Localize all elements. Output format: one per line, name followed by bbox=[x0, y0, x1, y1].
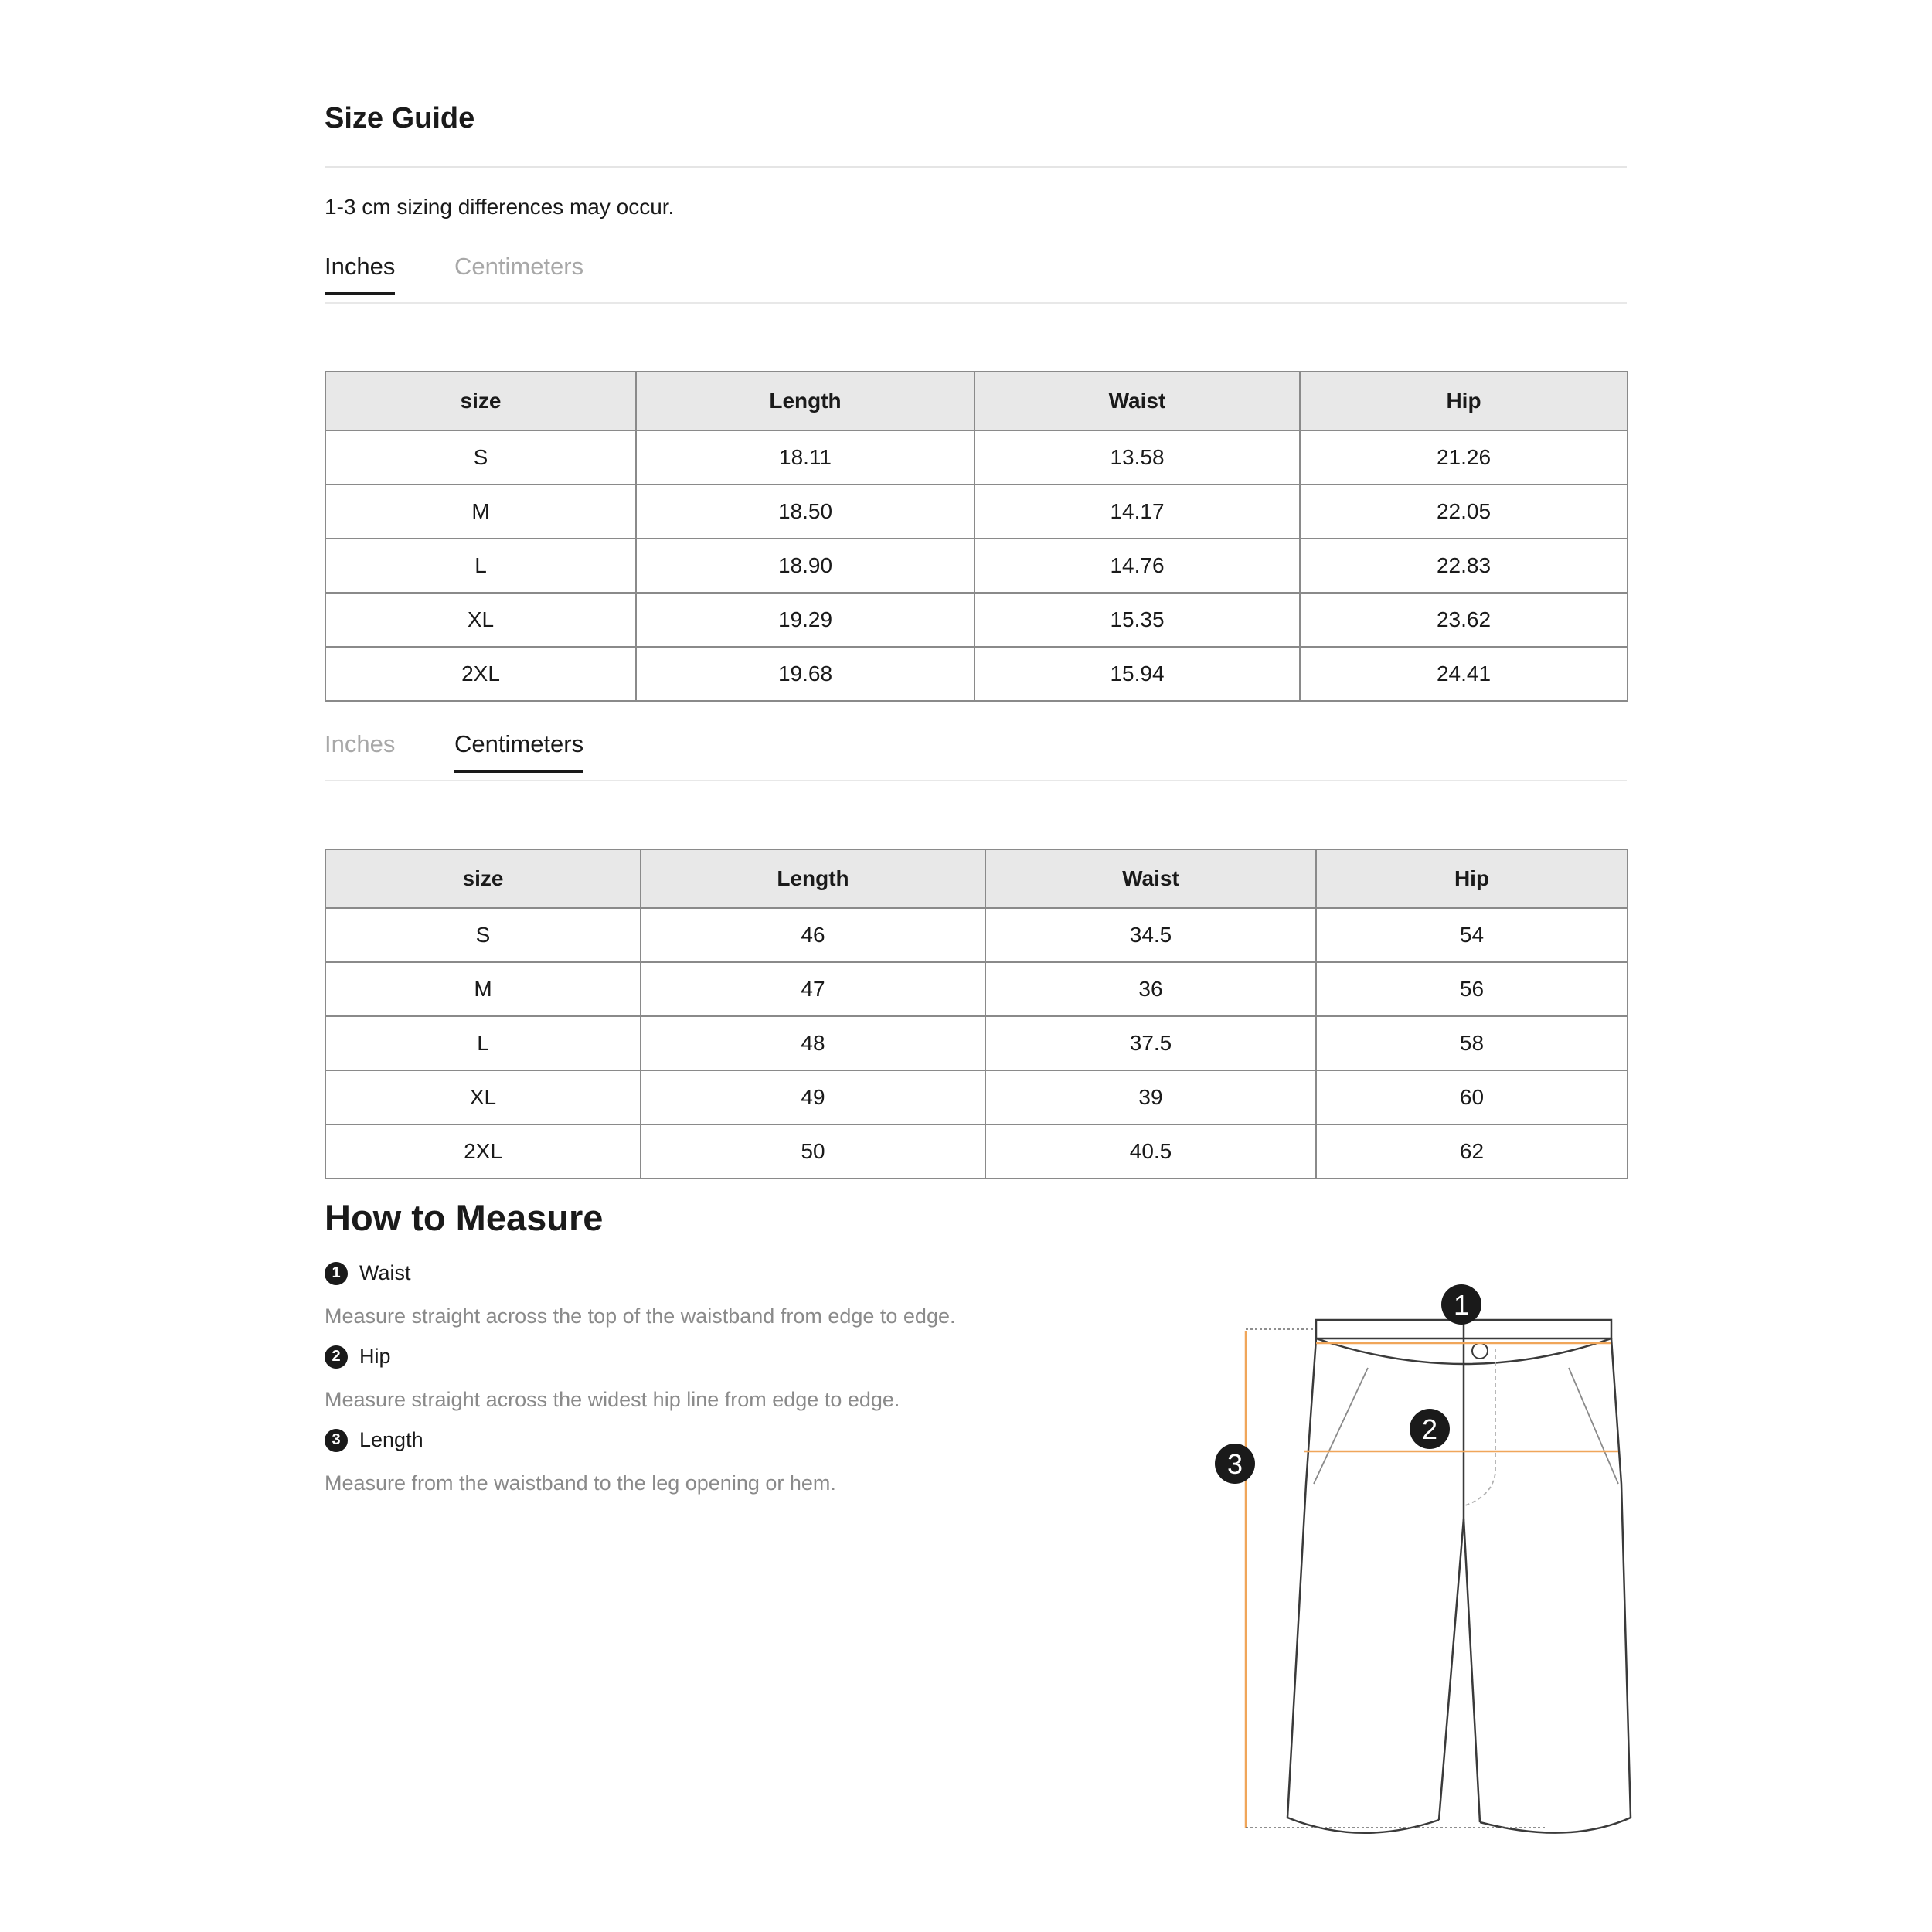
cell-size: 2XL bbox=[325, 647, 636, 701]
cell-hip: 56 bbox=[1316, 962, 1628, 1016]
cell-hip: 62 bbox=[1316, 1124, 1628, 1179]
cell-hip: 58 bbox=[1316, 1016, 1628, 1070]
table-row bbox=[325, 593, 1628, 647]
tab-baseline bbox=[325, 780, 1627, 781]
cell-size: 2XL bbox=[325, 1124, 641, 1179]
column-header-length: Length bbox=[641, 849, 985, 908]
cell-size: XL bbox=[325, 1070, 641, 1124]
button-icon bbox=[1472, 1343, 1488, 1359]
cell-length: 18.11 bbox=[636, 430, 975, 485]
cell-waist: 37.5 bbox=[985, 1016, 1316, 1070]
cell-size: M bbox=[325, 485, 636, 539]
step-description: Measure from the waistband to the leg opening or hem. bbox=[325, 1471, 836, 1495]
cell-waist: 15.94 bbox=[975, 647, 1300, 701]
cell-hip: 24.41 bbox=[1300, 647, 1628, 701]
svg-text:2: 2 bbox=[1421, 1413, 1438, 1445]
cell-length: 47 bbox=[641, 962, 985, 1016]
table-header-row bbox=[325, 372, 1628, 430]
table-row bbox=[325, 1124, 1628, 1179]
unit-tabs-inches-section bbox=[325, 249, 1627, 303]
cell-waist: 15.35 bbox=[975, 593, 1300, 647]
tab-inches[interactable]: Inches bbox=[325, 730, 396, 757]
cell-waist: 13.58 bbox=[975, 430, 1300, 485]
step-label: Waist bbox=[359, 1261, 411, 1284]
title-divider bbox=[325, 166, 1627, 168]
table-row bbox=[325, 908, 1628, 962]
table-row bbox=[325, 485, 1628, 539]
cell-size: M bbox=[325, 962, 641, 1016]
table-row bbox=[325, 539, 1628, 593]
sizing-note: 1-3 cm sizing differences may occur. bbox=[325, 195, 675, 219]
unit-tabs-cm-section bbox=[325, 726, 1627, 781]
cell-length: 48 bbox=[641, 1016, 985, 1070]
cell-size: S bbox=[325, 908, 641, 962]
column-header-waist: Waist bbox=[985, 849, 1316, 908]
step-number-badge: 1 bbox=[325, 1262, 348, 1285]
step-description: Measure straight across the top of the waistband from edge to edge. bbox=[325, 1304, 956, 1328]
svg-text:3: 3 bbox=[1226, 1448, 1243, 1480]
cell-waist: 40.5 bbox=[985, 1124, 1316, 1179]
tab-baseline bbox=[325, 302, 1627, 304]
cell-hip: 23.62 bbox=[1300, 593, 1628, 647]
table-row bbox=[325, 1016, 1628, 1070]
measure-step-hip bbox=[325, 1345, 391, 1369]
size-table-inches bbox=[325, 371, 1628, 702]
shorts-measurement-diagram bbox=[1190, 1267, 1638, 1847]
step-label: Hip bbox=[359, 1345, 391, 1368]
column-header-waist: Waist bbox=[975, 372, 1300, 430]
page-title: Size Guide bbox=[325, 102, 475, 134]
column-header-hip: Hip bbox=[1316, 849, 1628, 908]
table-row bbox=[325, 1070, 1628, 1124]
cell-size: S bbox=[325, 430, 636, 485]
shorts-outline bbox=[1287, 1320, 1631, 1833]
tab-centimeters[interactable]: Centimeters bbox=[454, 253, 584, 280]
tab-centimeters[interactable]: Centimeters bbox=[454, 726, 583, 773]
cell-hip: 21.26 bbox=[1300, 430, 1628, 485]
cell-length: 18.50 bbox=[636, 485, 975, 539]
cell-length: 49 bbox=[641, 1070, 985, 1124]
cell-hip: 22.05 bbox=[1300, 485, 1628, 539]
cell-waist: 14.76 bbox=[975, 539, 1300, 593]
cell-size: XL bbox=[325, 593, 636, 647]
measure-step-length bbox=[325, 1428, 423, 1452]
cell-length: 18.90 bbox=[636, 539, 975, 593]
table-row bbox=[325, 647, 1628, 701]
cell-hip: 60 bbox=[1316, 1070, 1628, 1124]
size-table-centimeters bbox=[325, 849, 1628, 1179]
cell-waist: 39 bbox=[985, 1070, 1316, 1124]
fly-stitching bbox=[1465, 1349, 1495, 1505]
column-header-size: size bbox=[325, 849, 641, 908]
marker-2 bbox=[1410, 1409, 1450, 1449]
cell-length: 19.29 bbox=[636, 593, 975, 647]
cell-hip: 22.83 bbox=[1300, 539, 1628, 593]
cell-length: 50 bbox=[641, 1124, 985, 1179]
pocket-lines bbox=[1314, 1368, 1618, 1484]
step-label: Length bbox=[359, 1428, 423, 1451]
cell-waist: 34.5 bbox=[985, 908, 1316, 962]
cell-waist: 14.17 bbox=[975, 485, 1300, 539]
column-header-size: size bbox=[325, 372, 636, 430]
step-number-badge: 2 bbox=[325, 1345, 348, 1369]
marker-3 bbox=[1215, 1444, 1255, 1484]
step-description: Measure straight across the widest hip line from edge to edge. bbox=[325, 1388, 900, 1411]
table-row bbox=[325, 430, 1628, 485]
column-header-hip: Hip bbox=[1300, 372, 1628, 430]
cell-length: 46 bbox=[641, 908, 985, 962]
cell-waist: 36 bbox=[985, 962, 1316, 1016]
tab-inches[interactable]: Inches bbox=[325, 249, 395, 295]
table-header-row bbox=[325, 849, 1628, 908]
cell-size: L bbox=[325, 1016, 641, 1070]
cell-hip: 54 bbox=[1316, 908, 1628, 962]
svg-text:1: 1 bbox=[1453, 1289, 1470, 1321]
how-to-measure-heading: How to Measure bbox=[325, 1197, 604, 1238]
step-number-badge: 3 bbox=[325, 1429, 348, 1452]
cell-length: 19.68 bbox=[636, 647, 975, 701]
marker-1 bbox=[1441, 1284, 1481, 1325]
cell-size: L bbox=[325, 539, 636, 593]
measure-step-waist bbox=[325, 1261, 411, 1285]
column-header-length: Length bbox=[636, 372, 975, 430]
table-row bbox=[325, 962, 1628, 1016]
